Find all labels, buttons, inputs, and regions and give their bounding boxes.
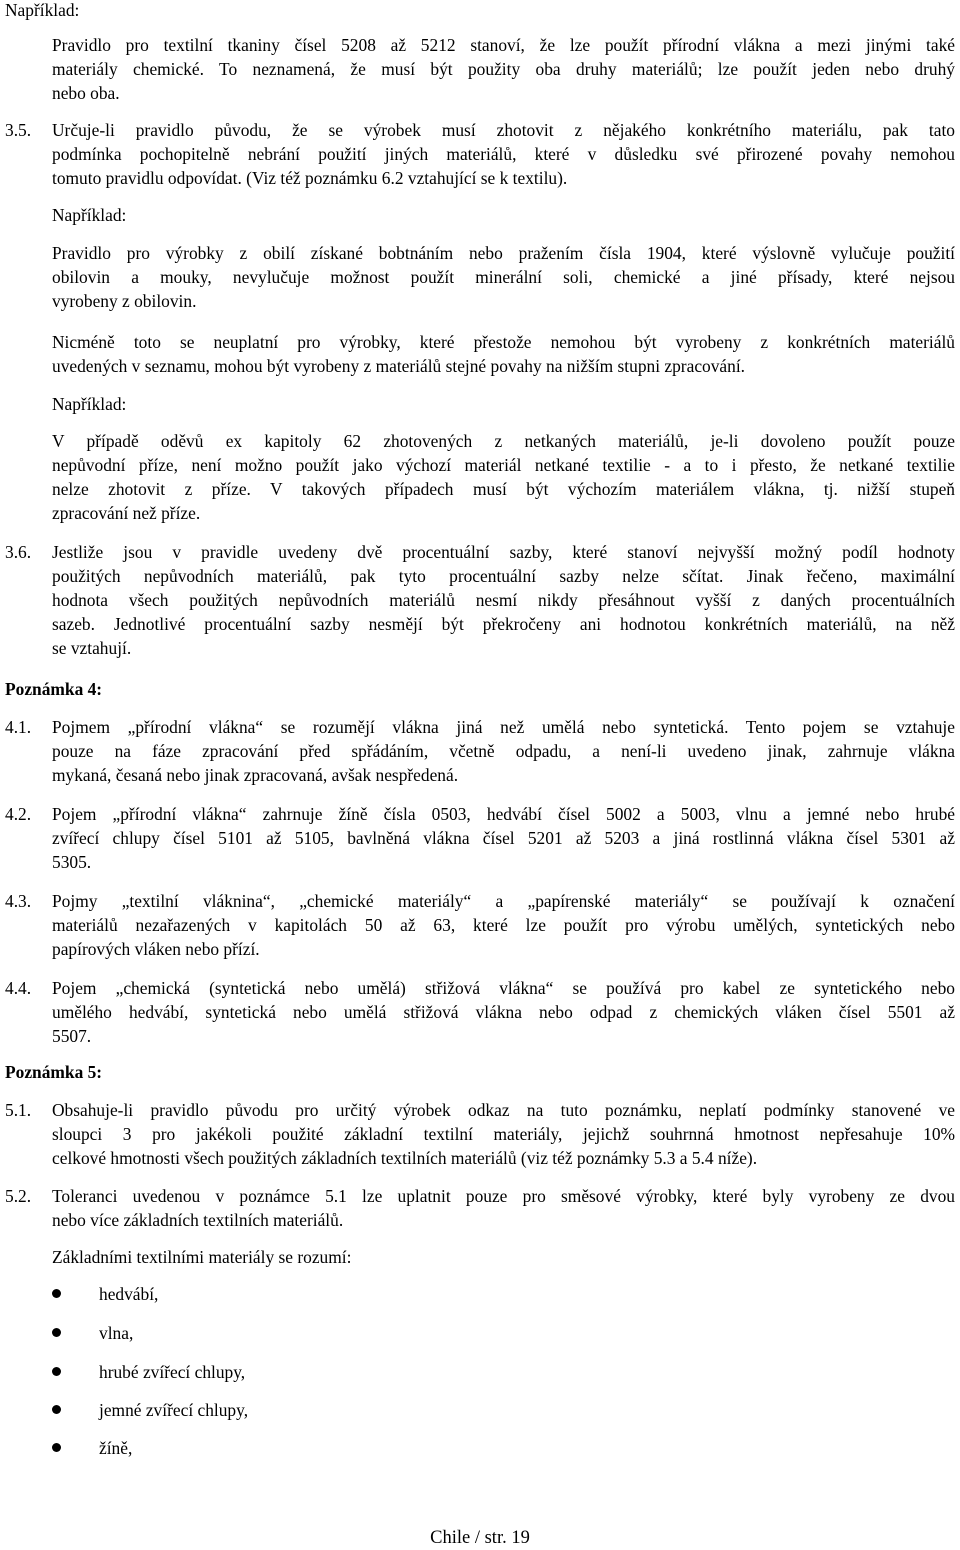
list-item: žíně, <box>99 1438 133 1458</box>
text-line: umělého hedvábí, syntetická nebo umělá střižová vlákna nebo odpad z chemických vláken čísel 5501 až <box>52 1002 955 1022</box>
text-line: papírových vláken nebo přízí. <box>52 939 260 959</box>
text-line: Určuje-li pravidlo původu, že se výrobek musí zhotovit z nějakého konkrétního materiálu, pak tato <box>52 120 955 140</box>
text-line: Toleranci uvedenou v poznámce 5.1 lze uplatnit pouze pro směsové výrobky, které byly vyrobeny ze dvou <box>52 1186 955 1206</box>
text-line: sloupci 3 pro jakékoli použité základní textilní materiály, jejichž souhrnná hmotnost nepřesahuje 10% <box>52 1124 955 1144</box>
section-number: 3.5. <box>5 120 32 140</box>
note-heading: Poznámka 5: <box>5 1062 103 1082</box>
list-item: jemné zvířecí chlupy, <box>99 1400 249 1420</box>
page-footer: Chile / str. 19 <box>430 1528 530 1548</box>
text-line: pouze na fáze zpracování před spřádáním, včetně odpadu, a není-li uvedeno jinak, zahrnuje vlákna <box>52 741 955 761</box>
example-label: Například: <box>52 205 127 225</box>
text-line: nebo oba. <box>52 83 120 103</box>
text-line: materiály chemické. To neznamená, že musí být použity oba druhy materiálů; lze použít jeden nebo druhý <box>52 59 955 79</box>
text-line: Pojmem „přírodní vlákna“ se rozumějí vlákna jiná než umělá nebo syntetická. Tento pojem se vztahuje <box>52 717 955 737</box>
text-line: 5305. <box>52 852 92 872</box>
section-number: 4.1. <box>5 717 32 737</box>
text-line: tomuto pravidlu odpovídat. (Viz též poznámku 6.2 vztahující se k textilu). <box>52 168 568 188</box>
text-line: nepůvodní příze, není možno použít jako výchozí materiál netkané textilie - a to i přesto, že netkané textilie <box>52 455 955 475</box>
section-number: 5.1. <box>5 1100 32 1120</box>
note-heading: Poznámka 4: <box>5 679 103 699</box>
list-intro: Základními textilními materiály se rozumí: <box>52 1247 352 1267</box>
text-line: Pravidlo pro výrobky z obilí získané bobtnáním nebo pražením čísla 1904, které výslovně vylučuje použití <box>52 243 955 263</box>
example-label: Například: <box>52 394 127 414</box>
text-line: nebo více základních textilních materiálů. <box>52 1210 344 1230</box>
text-line: Pojem „chemická (syntetická nebo umělá) střižová vlákna“ se používá pro kabel ze syntetického nebo <box>52 978 955 998</box>
list-item: hrubé zvířecí chlupy, <box>99 1362 246 1382</box>
text-line: Pravidlo pro textilní tkaniny čísel 5208 až 5212 stanoví, že lze použít přírodní vlákna a mezi jinými také <box>52 35 955 55</box>
text-line: zpracování než příze. <box>52 503 201 523</box>
text-line: Pojmy „textilní vláknina“, „chemické materiály“ a „papírenské materiály“ se používají k označení <box>52 891 955 911</box>
section-number: 4.2. <box>5 804 32 824</box>
section-number: 4.3. <box>5 891 32 911</box>
list-item: hedvábí, <box>99 1284 159 1304</box>
bullet-icon <box>52 1443 61 1452</box>
example-label: Například: <box>5 0 80 20</box>
text-line: mykaná, česaná nebo jinak zpracovaná, avšak nespředená. <box>52 765 459 785</box>
bullet-icon <box>52 1328 61 1337</box>
section-number: 5.2. <box>5 1186 32 1206</box>
text-line: 5507. <box>52 1026 92 1046</box>
section-number: 4.4. <box>5 978 32 998</box>
text-line: se vztahují. <box>52 638 132 658</box>
list-item: vlna, <box>99 1323 134 1343</box>
text-line: obilovin a mouky, nevylučuje možnost použít minerální soli, chemické a jiné přísady, které nejsou <box>52 267 955 287</box>
section-number: 3.6. <box>5 542 32 562</box>
bullet-icon <box>52 1405 61 1414</box>
text-line: sazeb. Jednotlivé procentuální sazby nesmějí být překročeny ani hodnotou konkrétních materiálů, na něž <box>52 614 955 634</box>
text-line: celkové hmotnosti všech použitých základních textilních materiálů (viz též poznámky 5.3 a 5.4 níže). <box>52 1148 758 1168</box>
text-line: Nicméně toto se neuplatní pro výrobky, které přestože nemohou být vyrobeny z konkrétních materiálů <box>52 332 955 352</box>
text-line: hodnota všech použitých nepůvodních materiálů nesmí nikdy přesáhnout vyšší z daných procentuálních <box>52 590 955 610</box>
text-line: Pojem „přírodní vlákna“ zahrnuje žíně čísla 0503, hedvábí čísel 5002 a 5003, vlnu a jemné nebo hrubé <box>52 804 955 824</box>
text-line: uvedených v seznamu, mohou být vyrobeny z materiálů stejné povahy na nižším stupni zpracování. <box>52 356 746 376</box>
bullet-icon <box>52 1367 61 1376</box>
text-line: Obsahuje-li pravidlo původu pro určitý výrobek odkaz na tuto poznámku, neplatí podmínky stanovené ve <box>52 1100 955 1120</box>
text-line: Jestliže jsou v pravidle uvedeny dvě procentuální sazby, které stanoví nejvyšší možný podíl hodnoty <box>52 542 955 562</box>
text-line: zvířecí chlupy čísel 5101 až 5105, bavlněná vlákna čísel 5201 až 5203 a jiná rostlinná vlákna čísel 5301 až <box>52 828 955 848</box>
text-line: použitých nepůvodních materiálů, pak tyto procentuální sazby nelze sčítat. Jinak řečeno, maximální <box>52 566 955 586</box>
text-line: materiálů nezařazených v kapitolách 50 až 63, které lze použít pro výrobu umělých, syntetických nebo <box>52 915 955 935</box>
text-line: V případě oděvů ex kapitoly 62 zhotovených z netkaných materiálů, je-li dovoleno použít pouze <box>52 431 955 451</box>
text-line: podmínka pochopitelně nebrání použití jiných materiálů, které v důsledku své přirozené povahy nemohou <box>52 144 955 164</box>
text-line: vyrobeny z obilovin. <box>52 291 197 311</box>
text-line: nelze zhotovit z příze. V takových případech musí být výchozím materiálem vlákna, tj. nižší stupeň <box>52 479 955 499</box>
bullet-icon <box>52 1289 61 1298</box>
